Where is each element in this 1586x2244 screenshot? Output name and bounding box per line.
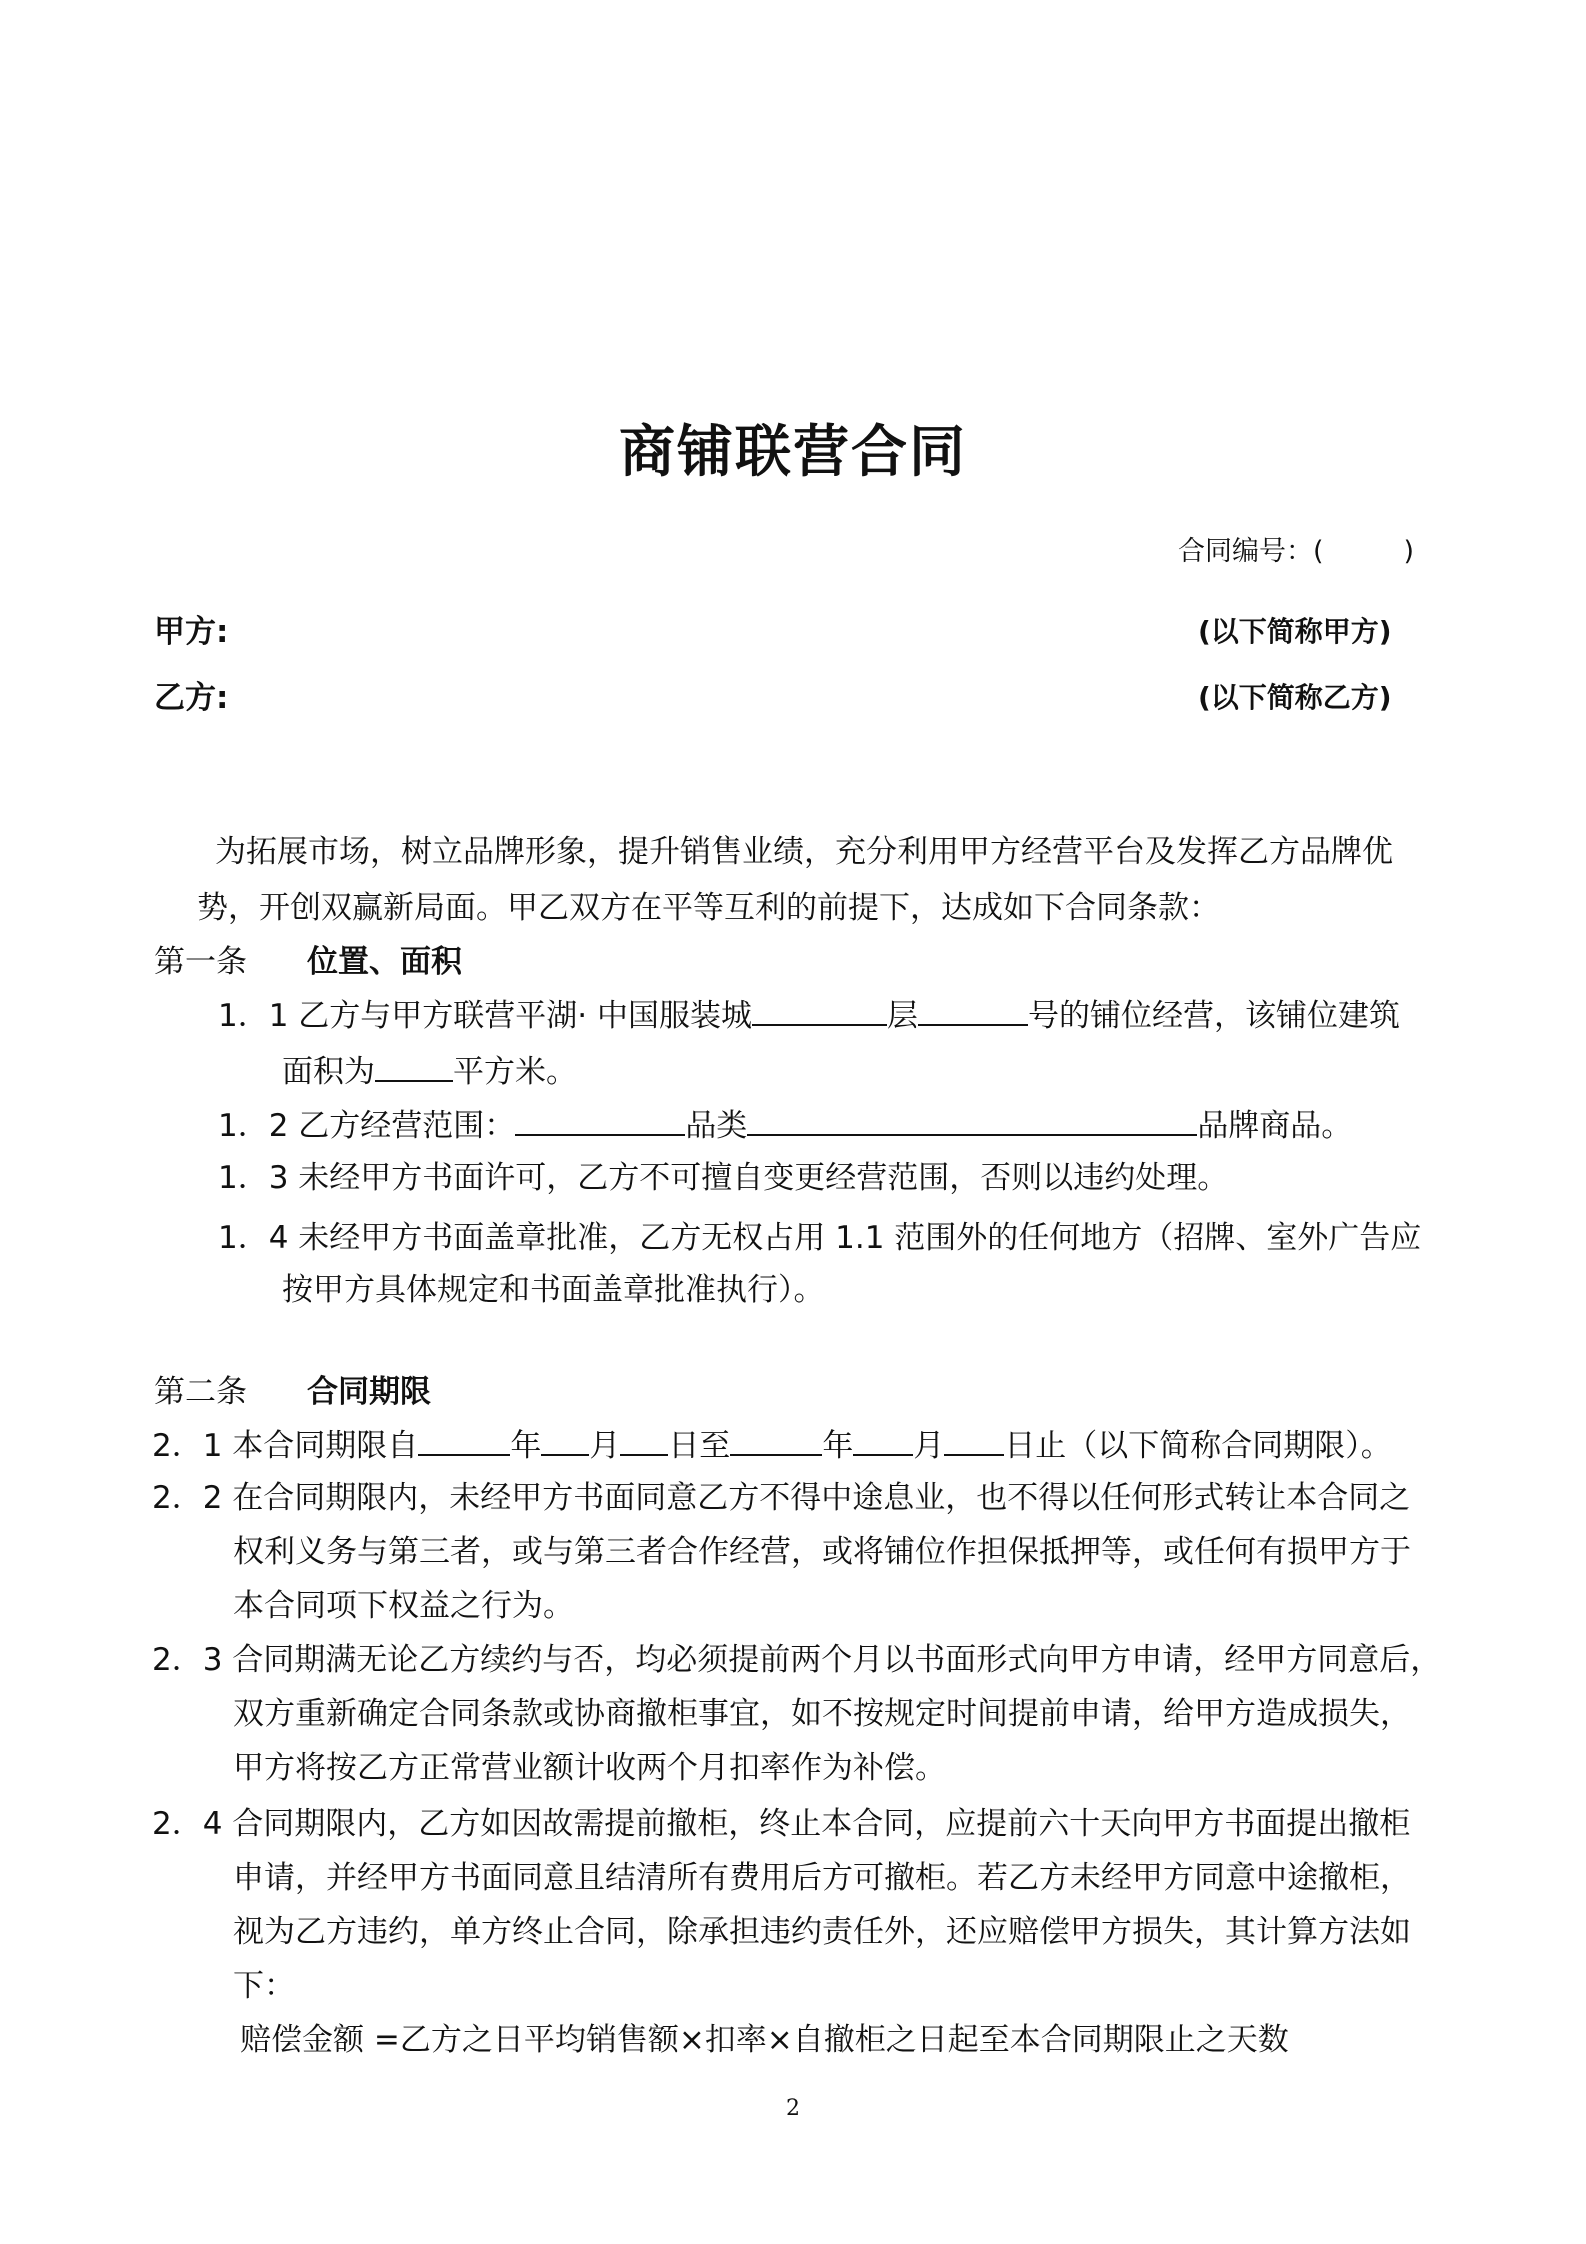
- article-2-number: 第二条: [154, 1374, 247, 1410]
- start-day-blank: [620, 1424, 668, 1456]
- floor-blank: [752, 994, 887, 1026]
- clause-2-1-text-b: 年: [510, 1428, 542, 1464]
- clause-2-3-line-1: 2．3 合同期满无论乙方续约与否，均必须提前两个月以书面形式向甲方申请，经甲方同意后，: [152, 1642, 1442, 1678]
- clause-2-1-text-g: 日止（以下简称合同期限）。: [1004, 1428, 1392, 1464]
- article-2-title: 合同期限: [307, 1374, 431, 1410]
- clause-1-3: 1．3 未经甲方书面许可，乙方不可擅自变更经营范围，否则以违约处理。: [218, 1160, 1229, 1196]
- clause-1-2-text-a: 1．2 乙方经营范围：: [218, 1108, 516, 1144]
- clause-1-1-line-2: [282, 1050, 577, 1092]
- clause-2-1: [152, 1424, 1392, 1466]
- article-1-number: 第一条: [154, 944, 247, 980]
- clause-2-1-text-a: 2．1 本合同期限自: [152, 1428, 419, 1464]
- unit-number-blank: [918, 994, 1028, 1026]
- document-title: 商铺联营合同: [619, 420, 967, 485]
- clause-2-1-text-d: 日至: [668, 1428, 731, 1464]
- preamble-line-2: 势，开创双赢新局面。甲乙双方在平等互利的前提下，达成如下合同条款：: [197, 890, 1220, 926]
- clause-1-2-text-b: 品类: [685, 1108, 748, 1144]
- clause-2-3-line-3: 甲方将按乙方正常营业额计收两个月扣率作为补偿。: [233, 1750, 946, 1786]
- clause-1-4-line-2: 按甲方具体规定和书面盖章批准执行）。: [282, 1272, 825, 1308]
- clause-1-1-text-e: 平方米。: [453, 1054, 577, 1090]
- end-year-blank: [730, 1424, 822, 1456]
- end-day-blank: [944, 1424, 1004, 1456]
- clause-2-2-line-3: 本合同项下权益之行为。: [233, 1588, 574, 1624]
- clause-2-4-line-2: 申请，并经甲方书面同意且结清所有费用后方可撤柜。若乙方未经甲方同意中途撤柜，: [233, 1860, 1411, 1896]
- clause-1-2-text-c: 品牌商品。: [1197, 1108, 1353, 1144]
- article-2-heading: [154, 1372, 431, 1412]
- clause-2-4-line-1: 2．4 合同期限内，乙方如因故需提前撤柜，终止本合同，应提前六十天向甲方书面提出撤柜: [152, 1806, 1411, 1842]
- clause-2-1-text-f: 月: [913, 1428, 945, 1464]
- clause-1-1-line-1: [218, 994, 1400, 1036]
- party-b-note: (以下简称乙方): [1198, 681, 1392, 714]
- clause-1-4-line-1: 1．4 未经甲方书面盖章批准，乙方无权占用 1.1 范围外的任何地方（招牌、室外广告应: [218, 1220, 1422, 1256]
- party-a-label: 甲方:: [154, 614, 229, 650]
- contract-number-label: 合同编号：(: [1178, 536, 1324, 567]
- party-b-label: 乙方:: [154, 680, 229, 716]
- page-number: 2: [786, 2096, 800, 2121]
- clause-2-4-line-3: 视为乙方违约，单方终止合同，除承担违约责任外，还应赔偿甲方损失，其计算方法如: [233, 1914, 1411, 1950]
- clause-1-2: [218, 1104, 1352, 1146]
- end-month-blank: [853, 1424, 913, 1456]
- clause-2-4-line-4: 下：: [233, 1968, 295, 2004]
- clause-2-3-line-2: 双方重新确定合同条款或协商撤柜事宜，如不按规定时间提前申请，给甲方造成损失，: [233, 1696, 1411, 1732]
- clause-2-1-text-e: 年: [822, 1428, 854, 1464]
- brand-blank: [747, 1104, 1197, 1136]
- clause-2-2-line-2: 权利义务与第三者，或与第三者合作经营，或将铺位作担保抵押等，或任何有损甲方于: [233, 1534, 1411, 1570]
- clause-1-1-text-c: 号的铺位经营，该铺位建筑: [1028, 998, 1401, 1034]
- preamble-line-1: 为拓展市场，树立品牌形象，提升销售业绩，充分利用甲方经营平台及发挥乙方品牌优: [215, 834, 1393, 870]
- clause-2-2-line-1: 2．2 在合同期限内，未经甲方书面同意乙方不得中途息业，也不得以任何形式转让本合同之: [152, 1480, 1411, 1516]
- article-1-heading: [154, 942, 462, 982]
- clause-2-1-text-c: 月: [589, 1428, 621, 1464]
- clause-1-1-text-b: 层: [887, 998, 919, 1034]
- article-1-title: 位置、面积: [307, 944, 462, 980]
- start-year-blank: [418, 1424, 510, 1456]
- area-blank: [375, 1050, 453, 1082]
- clause-1-1-text-a: 1．1 乙方与甲方联营平湖· 中国服装城: [218, 998, 753, 1034]
- clause-1-1-text-d: 面积为: [282, 1054, 375, 1090]
- compensation-formula: 赔偿金额 =乙方之日平均销售额×扣率×自撤柜之日起至本合同期限止之天数: [240, 2022, 1289, 2058]
- contract-number-close: ): [1403, 536, 1415, 567]
- party-a-note: (以下简称甲方): [1198, 615, 1392, 648]
- contract-number: [1178, 532, 1414, 572]
- start-month-blank: [541, 1424, 589, 1456]
- category-blank: [515, 1104, 685, 1136]
